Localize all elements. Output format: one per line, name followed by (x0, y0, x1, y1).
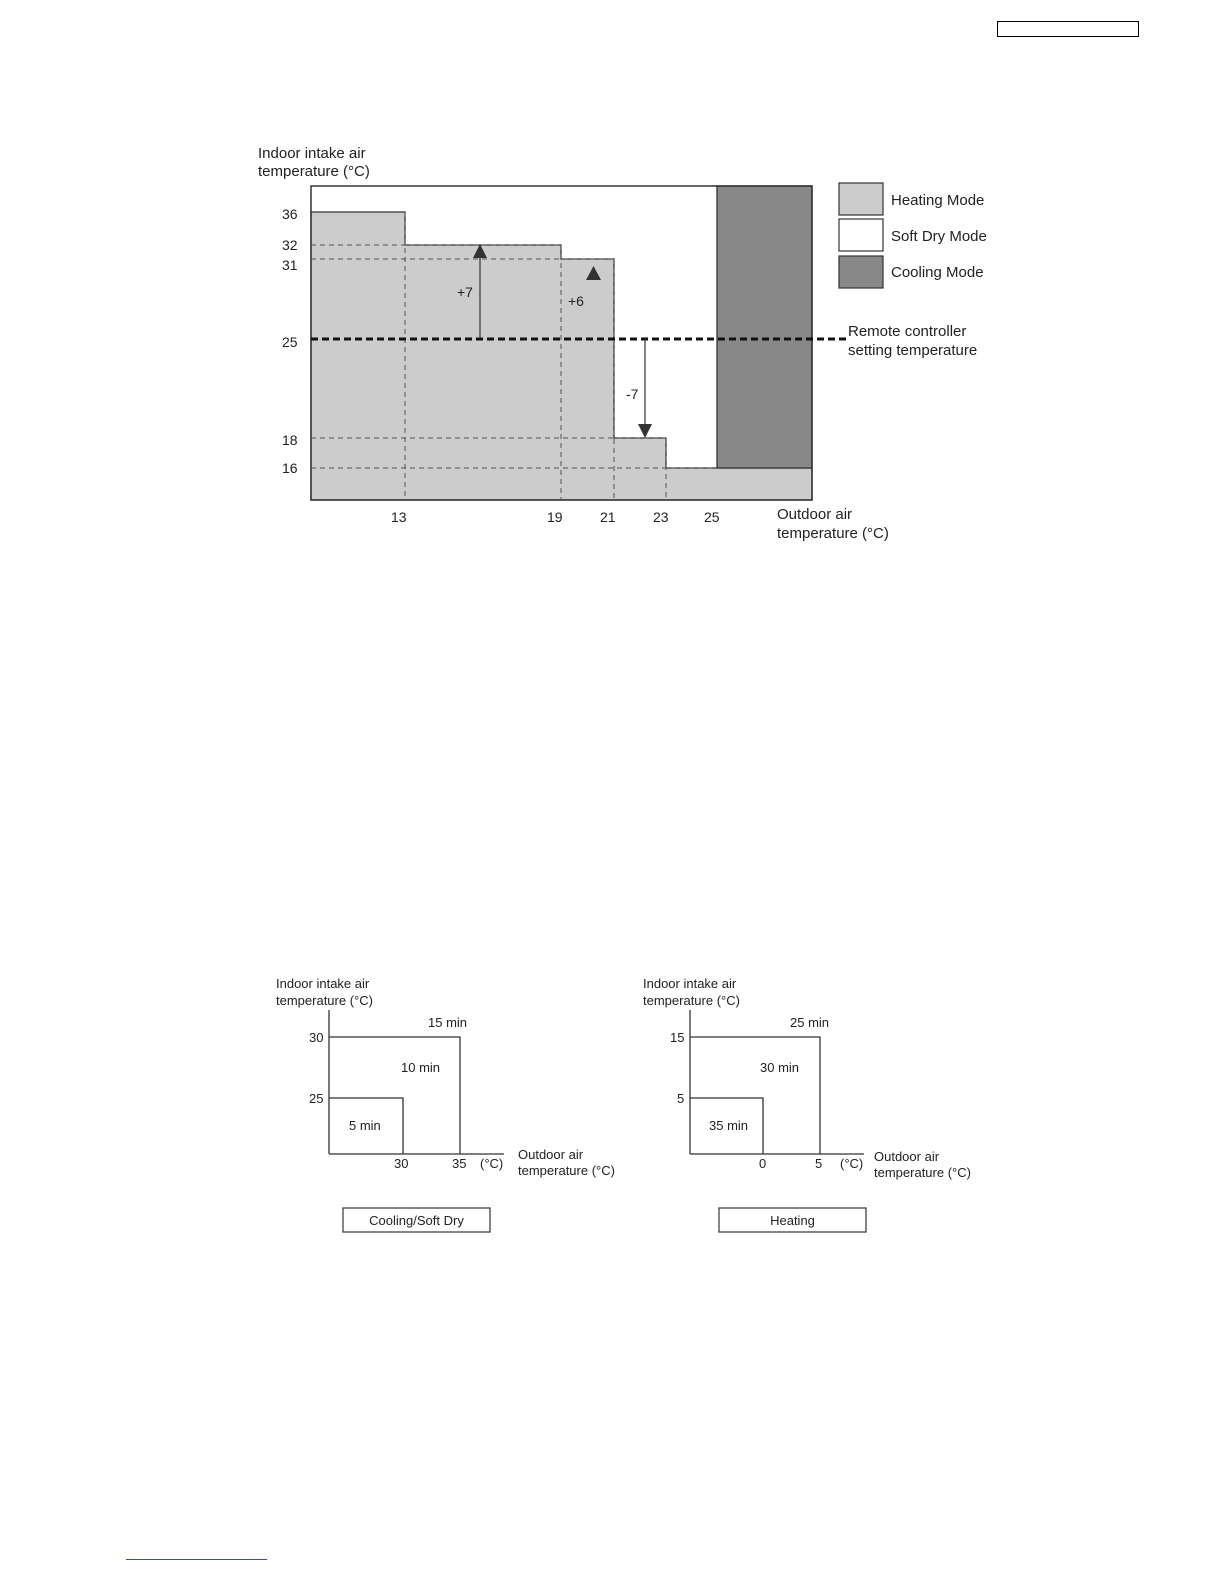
h-region-inner: 35 min (709, 1118, 749, 1133)
cs-region-middle: 10 min (401, 1060, 441, 1075)
cs-region-outer: 15 min (428, 1015, 468, 1030)
annotation-plus6: +6 (568, 293, 584, 309)
cs-x-title-2: temperature (°C) (518, 1163, 615, 1178)
y-tick-label: 18 (282, 432, 298, 448)
heating-timer-labels (643, 976, 971, 1232)
y-tick-label: 32 (282, 237, 298, 253)
h-y-title-1: Indoor intake air (643, 976, 737, 991)
main-y-tick-labels (282, 206, 298, 476)
h-y-tick: 5 (677, 1091, 685, 1106)
h-caption: Heating (770, 1213, 815, 1228)
h-x-title-2: temperature (°C) (874, 1165, 971, 1180)
h-x-title-1: Outdoor air (874, 1149, 940, 1164)
main-x-tick-labels (391, 509, 720, 525)
x-tick-label: 21 (600, 509, 616, 525)
cs-x-tick: 30 (394, 1156, 409, 1171)
y-tick-label: 36 (282, 206, 298, 222)
main-x-axis-title-2: temperature (°C) (777, 525, 889, 542)
h-x-tick: 0 (759, 1156, 767, 1171)
cs-y-tick: 25 (309, 1091, 324, 1106)
main-x-axis-title-1: Outdoor air (777, 506, 853, 523)
legend-label-soft-dry: Soft Dry Mode (891, 228, 987, 245)
cooling-region (717, 186, 812, 468)
x-tick-label: 19 (547, 509, 563, 525)
annotation-minus7: -7 (626, 386, 639, 402)
mode-legend (839, 183, 987, 288)
cs-y-tick: 30 (309, 1030, 324, 1045)
h-y-title-2: temperature (°C) (643, 993, 740, 1008)
cs-x-title-1: Outdoor air (518, 1147, 584, 1162)
y-tick-label: 25 (282, 334, 298, 350)
legend-label-cooling: Cooling Mode (891, 264, 984, 281)
h-region-outer: 25 min (790, 1015, 830, 1030)
x-tick-label: 25 (704, 509, 720, 525)
h-x-unit: (°C) (840, 1156, 864, 1171)
cooling-soft-dry-timer-labels (276, 976, 615, 1232)
h-region-middle: 30 min (760, 1060, 800, 1075)
h-y-tick: 15 (670, 1030, 685, 1045)
main-y-axis-title-2: temperature (°C) (258, 163, 370, 180)
cs-x-unit: (°C) (480, 1156, 504, 1171)
cs-y-title-2: temperature (°C) (276, 993, 373, 1008)
cs-outer-step (329, 1037, 460, 1154)
main-y-axis-title-1: Indoor intake air (258, 145, 366, 162)
y-tick-label: 31 (282, 257, 298, 273)
x-tick-label: 23 (653, 509, 669, 525)
legend-swatch-heating (839, 183, 883, 215)
h-outer-step (690, 1037, 820, 1154)
cs-region-inner: 5 min (349, 1118, 381, 1133)
legend-swatch-soft-dry (839, 219, 883, 251)
setting-temperature-label-1: Remote controller (848, 323, 967, 340)
legend-label-heating: Heating Mode (891, 192, 985, 209)
x-tick-label: 13 (391, 509, 407, 525)
annotation-plus7: +7 (457, 284, 473, 300)
cs-x-tick: 35 (452, 1156, 467, 1171)
cs-y-title-1: Indoor intake air (276, 976, 370, 991)
legend-swatch-cooling (839, 256, 883, 288)
cs-caption: Cooling/Soft Dry (369, 1213, 464, 1228)
h-x-tick: 5 (815, 1156, 823, 1171)
main-mode-chart (258, 145, 987, 542)
y-tick-label: 16 (282, 460, 298, 476)
setting-temperature-label-2: setting temperature (848, 342, 978, 359)
